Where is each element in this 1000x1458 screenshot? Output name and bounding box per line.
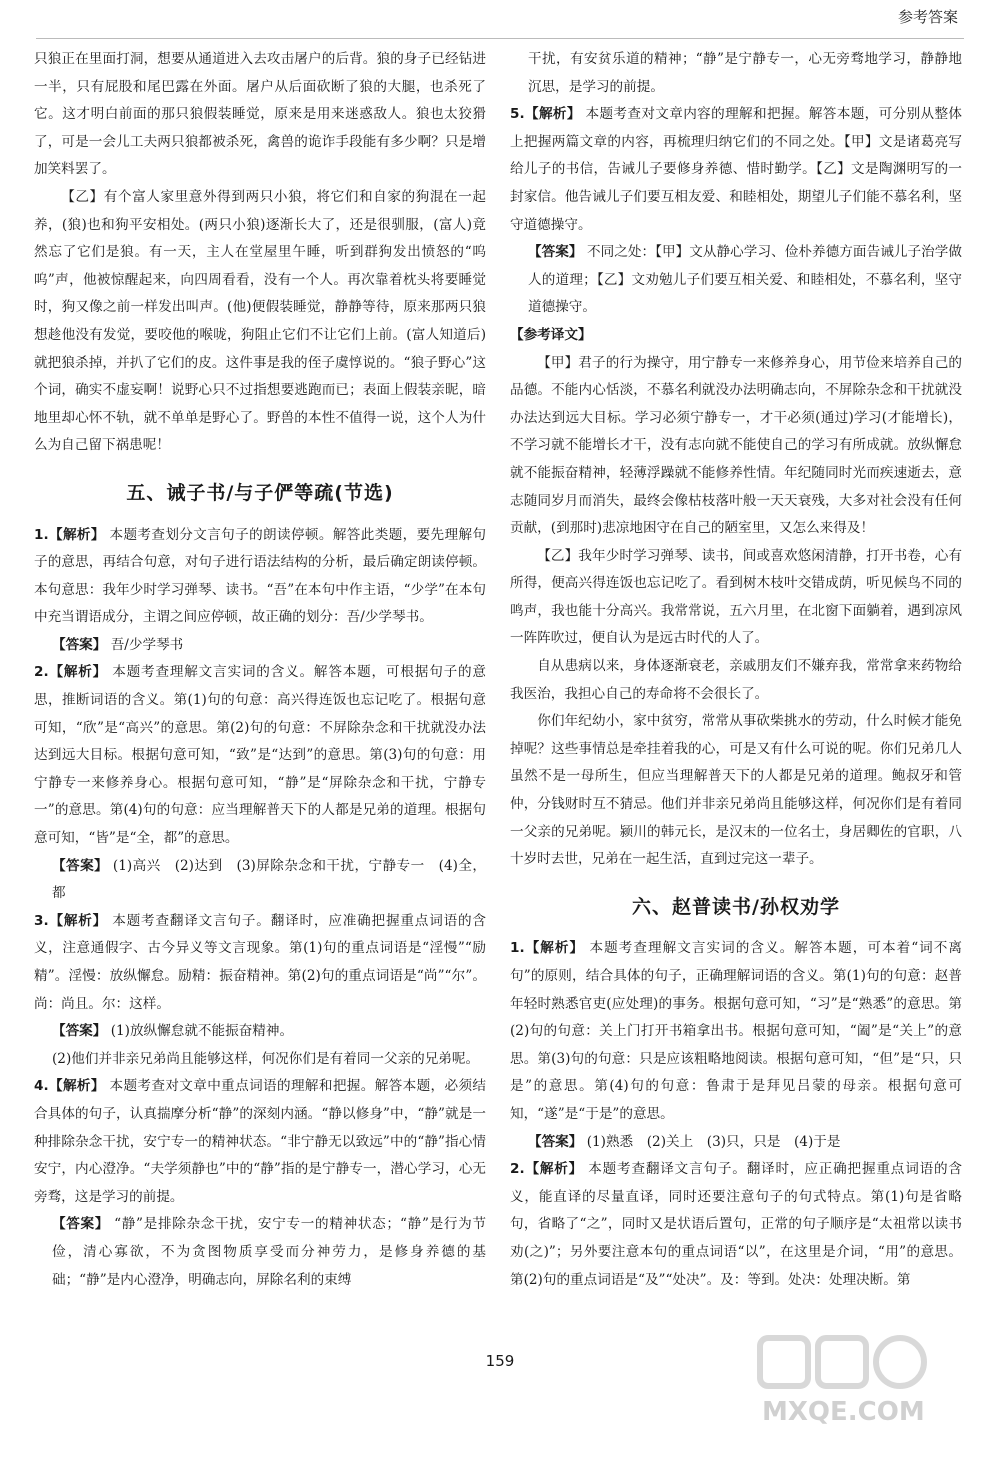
analysis-text: 本题考查对文章内容的理解和把握。解答本题，可分别从整体上把握两篇文章的内容，再梳理归纳它们的不同之处。【甲】文是诸葛亮写给儿子的书信，告诫儿子要修身养德、惜时勤学。【乙】文是陶渊明写的一封家信。他告诫儿子们要互相友爱、和睦相处，期望儿子们能不慕名利，坚守道德操守。	[510, 106, 963, 233]
question-4	[34, 1073, 486, 1211]
analysis-text: 本题考查对文章中重点词语的理解和把握。解答本题，必须结合具体的句子，认真揣摩分析“静”的深刻内涵。“静以修身”中，“静”就是一种排除杂念干扰，安宁专一的精神状态。“非宁静无以致远”中的“静”指心情安宁，内心澄净。“夫学须静也”中的“静”指的是宁静专一，潜心学习，心无旁骛，这是学习的前提。	[34, 1078, 487, 1205]
left-column	[34, 46, 486, 1294]
question-number: 4.	[34, 1078, 49, 1095]
answer-text: (1)高兴 (2)达到 (3)屏除杂念和干扰，宁静专一 (4)全，都	[52, 857, 486, 902]
question-number: 2.	[34, 664, 49, 681]
answer-5	[528, 239, 962, 322]
answer-1	[52, 632, 486, 660]
answer-6-1	[528, 1129, 962, 1157]
question-1	[34, 522, 486, 632]
analysis-text: 本题考查划分文言句子的朗读停顿。解答此类题，要先理解句子的意思，再结合句意，对句子进行语法结构的分析，最后确定朗读停顿。本句意思：我年少时学习弹琴、读书。“吾”在本句中作主语，“少学”在本句中充当谓语成分，主谓之间应停顿，故正确的划分：吾/少学琴书。	[34, 526, 487, 626]
question-number: 2.	[510, 1161, 525, 1178]
answer-text: 不同之处：【甲】文从静心学习、俭朴养德方面告诫儿子治学做人的道理；【乙】文劝勉儿子们要互相关爱、和睦相处，不慕名利，坚守道德操守。	[528, 244, 962, 316]
translation-paragraph: 你们年纪幼小，家中贫穷，常常从事砍柴挑水的劳动，什么时候才能免掉呢？这些事情总是牵挂着我的心，可是又有什么可说的呢。你们兄弟几人虽然不是一母所生，但应当理解普天下的人都是兄弟的道理。鲍叔牙和管仲，分钱财时互不猜忌。他们并非亲兄弟尚且能够这样，何况你们是有着同一父亲的兄弟呢。颍川的韩元长，是汉末的一位名士，身居卿佐的官职，八十岁时去世，兄弟在一起生活，直到过完这一辈子。	[510, 713, 962, 868]
question-number: 1.	[34, 526, 49, 543]
analysis-text: 本题考查理解文言实词的含义。解答本题，可根据句子的意思，推断词语的含义。第(1)句的句意：高兴得连饭也忘记吃了。根据句意可知，“欣”是“高兴”的意思。第(2)句的句意：不屏除杂念和干扰就没办法达到远大目标。根据句意可知，“致”是“达到”的意思。第(3)句的句意：用宁静专一来修养身心。根据句意可知，“静”是“屏除杂念和干扰，宁静专一”的意思。第(4)句的句意：应当理解普天下的人都是兄弟的道理。根据句意可知，“皆”是“全，都”的意思。	[34, 664, 487, 847]
right-column	[510, 46, 962, 1294]
analysis-text: 本题考查翻译文言句子。翻译时，应准确把握重点词语的含义，注意通假字、古今异义等文言现象。第(1)句的重点词语是“淫慢”“励精”。淫慢：放纵懈怠。励精：振奋精神。第(2)句的重点词语是“尚”“尔”。尚：尚且。尔：这样。	[34, 912, 487, 1012]
answer-tag: 【答案】	[52, 1216, 110, 1233]
analysis-tag: 【解析】	[48, 664, 108, 681]
page-number: 159	[485, 1352, 515, 1370]
answer-tag: 【答案】	[528, 244, 583, 261]
answer-text: “静”是排除杂念干扰，安宁专一的精神状态；“静”是行为节俭，清心寡欲，不为贪图物质享受而分神劳力，是修身养德的基础；“静”是内心澄净，明确志向，屏除名利的束缚	[52, 1216, 487, 1288]
question-number: 5.	[510, 106, 525, 123]
answer-tag: 【答案】	[52, 636, 107, 653]
answer-text: 吾/少学琴书	[110, 636, 184, 653]
analysis-tag: 【解析】	[48, 912, 108, 929]
analysis-tag: 【解析】	[524, 1161, 584, 1178]
header-label: 参考答案	[897, 8, 958, 26]
reference-translation-tag: 【参考译文】	[510, 326, 592, 343]
watermark-logo	[752, 1332, 982, 1432]
translation-paragraph: 【乙】有个富人家里意外得到两只小狼，将它们和自家的狗混在一起养，(狼)也和狗平安相处。(两只小狼)逐渐长大了，还是很驯服，(富人)竟然忘了它们是狼。有一天，主人在堂屋里午睡，听到群狗发出愤怒的“呜呜”声，他被惊醒起来，向四周看看，没有一个人。再次靠着枕头将要睡觉时，狗又像之前一样发出叫声。(他)便假装睡觉，静静等待，原来那两只狼想趁他没有发觉，要咬他的喉咙，狗阻止它们不让它们上前。(富人知道后)就把狼杀掉，并扒了它们的皮。这件事是我的侄子虞惇说的。“狼子野心”这个词，确实不虚妄啊！说野心只不过指想要逃跑而已；表面上假装亲昵，暗地里却心怀不轨，就不单单是野心了。野兽的本性不值得一说，这个人为什么为自己留下祸患呢！	[34, 188, 486, 454]
analysis-tag: 【解析】	[48, 1078, 105, 1095]
analysis-text: 本题考查翻译文言句子。翻译时，应正确把握重点词语的含义，能直译的尽量直译，同时还要注意句子的句式特点。第(1)句是省略句，省略了“之”，同时又是状语后置句，正常的句子顺序是“太祖常以读书劝(之)”；另外要注意本句的重点词语“以”，在这里是介词，“用”的意思。第(2)句的重点词语是“及”“处决”。及：等到。处决：处理决断。第	[510, 1161, 963, 1288]
answer-4-continued: 干扰，有安贫乐道的精神；“静”是宁静专一，心无旁骛地学习，静静地沉思，是学习的前提。	[528, 51, 962, 95]
answer-text: (1)熟悉 (2)关上 (3)只，只是 (4)于是	[586, 1133, 841, 1150]
analysis-text: 本题考查理解文言实词的含义。解答本题，可本着“词不离句”的原则，结合具体的句子，正确理解词语的含义。第(1)句的句意：赵普年轻时熟悉官吏(应处理)的事务。根据句意可知，“习”是“熟悉”的意思。第(2)句的句意：关上门打开书箱拿出书。根据句意可知，“阖”是“关上”的意思。第(3)句的句意：只是应该粗略地阅读。根据句意可知，“但”是“只，只是”的意思。第(4)句的句意：鲁肃于是拜见吕蒙的母亲。根据句意可知，“遂”是“于是”的意思。	[510, 940, 963, 1122]
answer-2	[52, 853, 486, 908]
question-number: 3.	[34, 912, 49, 929]
answer-tag: 【答案】	[52, 1023, 107, 1040]
answer-3	[52, 1018, 486, 1046]
answer-tag: 【答案】	[52, 857, 109, 874]
question-2	[34, 659, 486, 852]
section-title: 五、诫子书/与子俨等疏(节选)	[126, 481, 394, 504]
section-title: 六、赵普读书/孙权劝学	[632, 895, 840, 918]
translation-paragraph: 【甲】君子的行为操守，用宁静专一来修养身心，用节俭来培养自己的品德。不能内心恬淡，不慕名利就没办法明确志向，不屏除杂念和干扰就没办法达到远大目标。学习必须宁静专一，才干必须(通过)学习(才能增长)，不学习就不能增长才干，没有志向就不能使自己的学习有所成就。放纵懈怠就不能振奋精神，轻薄浮躁就不能修养性情。年纪随同时光而疾速逝去，意志随同岁月而消失，最终会像枯枝落叶般一天天衰残，大多对社会没有任何贡献，(到那时)悲凉地困守在自己的陋室里，又怎么来得及！	[510, 354, 962, 537]
question-3	[34, 908, 486, 1018]
header-divider	[36, 38, 964, 39]
answer-4	[52, 1211, 486, 1294]
question-5	[510, 101, 962, 239]
question-6-2	[510, 1156, 962, 1294]
question-number: 1.	[510, 940, 525, 957]
analysis-tag: 【解析】	[48, 526, 105, 543]
analysis-tag: 【解析】	[524, 940, 585, 957]
question-6-1	[510, 935, 962, 1128]
answer-text: (1)放纵懈怠就不能振奋精神。	[110, 1023, 294, 1040]
svg-text:MXQE.COM: MXQE.COM	[762, 1397, 925, 1427]
translation-paragraph: 【乙】我年少时学习弹琴、读书，间或喜欢悠闲清静，打开书卷，心有所得，便高兴得连饭也忘记吃了。看到树木枝叶交错成荫，听见候鸟不同的鸣声，我也能十分高兴。我常常说，五六月里，在北窗下面躺着，遇到凉风一阵阵吹过，便自认为是远古时代的人了。	[510, 547, 962, 647]
analysis-tag: 【解析】	[524, 106, 581, 123]
answer-3-part-2: (2)他们并非亲兄弟尚且能够这样，何况你们是有着同一父亲的兄弟呢。	[52, 1050, 480, 1067]
translation-paragraph: 自从患病以来，身体逐渐衰老，亲戚朋友们不嫌弃我，常常拿来药物给我医治，我担心自己的寿命将不会很长了。	[510, 658, 962, 702]
translation-paragraph: 只狼正在里面打洞，想要从通道进入去攻击屠户的后背。狼的身子已经钻进一半，只有屁股和尾巴露在外面。屠户从后面砍断了狼的大腿，也杀死了它。这才明白前面的那只狼假装睡觉，原来是用来迷惑敌人。狼也太狡猾了，可是一会儿工夫两只狼都被杀死，禽兽的诡诈手段能有多少啊？只是增加笑料罢了。	[34, 51, 486, 178]
answer-tag: 【答案】	[528, 1133, 583, 1150]
